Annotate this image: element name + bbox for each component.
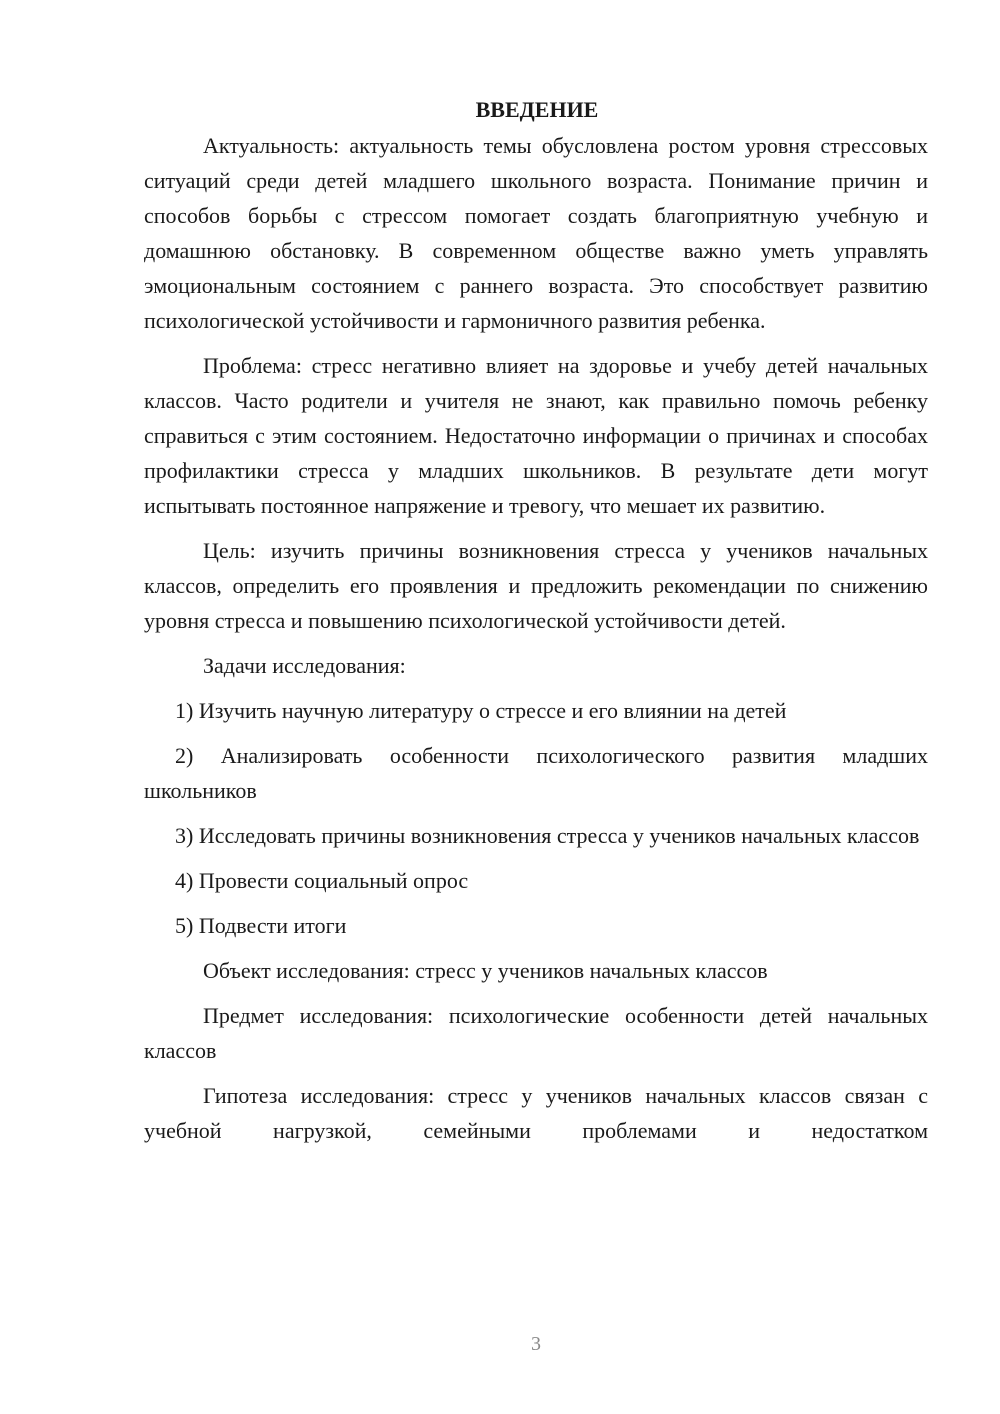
page-number: 3	[531, 1333, 541, 1355]
page-title: ВВЕДЕНИЕ	[475, 97, 599, 122]
paragraph-hypothesis: Гипотеза исследования: стресс у учеников начальных классов связан с учебной нагрузкой, семейными проблемами и недостатком	[144, 1083, 928, 1143]
paragraph-subject: Предмет исследования: психологические особенности детей начальных классов	[144, 1003, 928, 1063]
task-item-5: 5) Подвести итоги	[175, 913, 347, 938]
task-item-2: 2) Анализировать особенности психологического развития младших школьников	[144, 743, 928, 803]
task-item-3: 3) Исследовать причины возникновения стресса у учеников начальных классов	[175, 823, 920, 848]
paragraph-problem: Проблема: стресс негативно влияет на здоровье и учебу детей начальных классов. Часто родители и учителя не знают, как правильно помочь ребенку справиться с этим состоянием. Недостаточно информации о причинах и способах профилактики стресса у младших школьников. В результате дети могут испытывать постоянное напряжение и тревогу, что мешает их развитию.	[144, 353, 928, 518]
document-page	[144, 92, 928, 1158]
task-item-1: 1) Изучить научную литературу о стрессе и его влиянии на детей	[175, 698, 787, 723]
paragraph-goal: Цель: изучить причины возникновения стресса у учеников начальных классов, определить его проявления и предложить рекомендации по снижению уровня стресса и повышению психологической устойчивости детей.	[144, 538, 928, 633]
task-item-4: 4) Провести социальный опрос	[175, 868, 469, 893]
paragraph-relevance: Актуальность: актуальность темы обусловлена ростом уровня стрессовых ситуаций среди детей младшего школьного возраста. Понимание причин и способов борьбы с стрессом помогает создать благоприятную учебную и домашнюю обстановку. В современном обществе важно уметь управлять эмоциональным состоянием с раннего возраста. Это способствует развитию психологической устойчивости и гармоничного развития ребенка.	[144, 133, 928, 333]
tasks-heading: Задачи исследования:	[203, 653, 406, 678]
paragraph-object: Объект исследования: стресс у учеников начальных классов	[203, 958, 768, 983]
